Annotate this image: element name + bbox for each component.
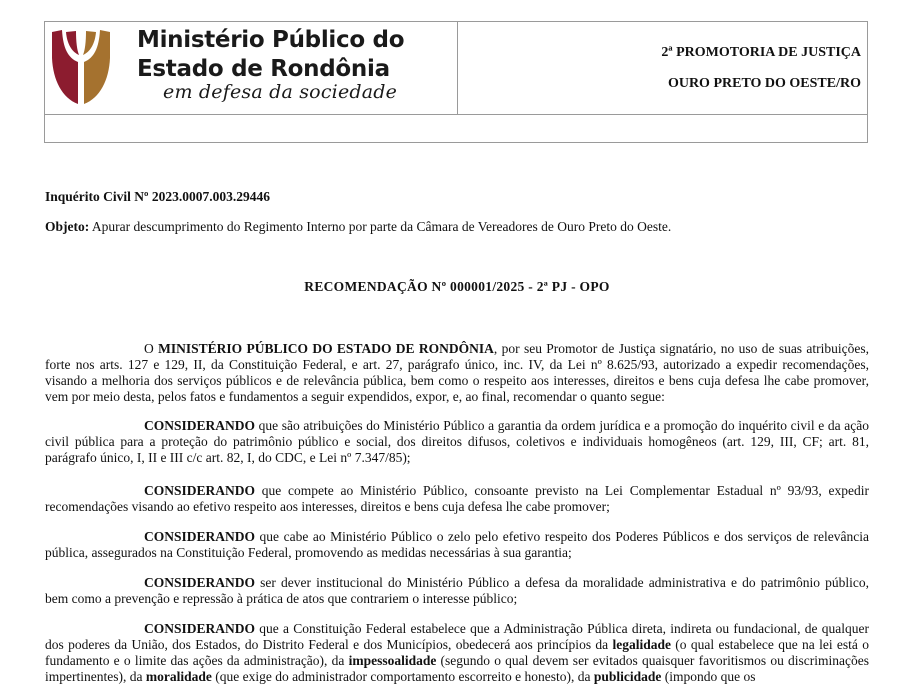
- letterhead-divider-vertical: [457, 22, 458, 114]
- considerando-text: ser dever institucional do Ministério Público a defesa da moralidade administrativa e do patrimônio público, bem como a prevenção e repressão à prática de atos que contrariem o interesse público;: [45, 575, 869, 606]
- considerando-text: que são atribuições do Ministério Público a garantia da ordem jurídica e a promoção do inquérito civil e da ação civil pública para a proteção do patrimônio público e social, dos direitos difusos, coletivos e individuais homogêneos (art. 129, III, CF; art. 81, parágrafo único, I, II e III c/c art. 82, I, do CDC, e Lei nº 7.347/85);: [45, 418, 869, 465]
- mp-ro-logo-icon: [50, 28, 112, 106]
- considerando-text: (segundo o qual devem ser evitados quaisquer favoritismos ou discriminações impertinentes), da: [45, 653, 869, 684]
- paragraph-considerando-3: [45, 529, 869, 561]
- paragraph-considerando-5: [45, 621, 869, 685]
- org-name-block: [137, 26, 404, 103]
- promotoria-name: 2ª PROMOTORIA DE JUSTIÇA: [661, 45, 861, 60]
- objeto-label: Objeto:: [45, 219, 90, 234]
- objeto-text: Apurar descumprimento do Regimento Interno por parte da Câmara de Vereadores de Ouro Preto do Oeste.: [89, 219, 672, 234]
- promotoria-city: OURO PRETO DO OESTE/RO: [667, 76, 861, 91]
- considerando-text: (o qual estabelece que na lei está o fundamento e o limite das ações da administração), da: [45, 637, 869, 668]
- principle-publicidade: publicidade: [593, 669, 662, 684]
- considerando-label: CONSIDERANDO: [144, 621, 256, 636]
- paragraph-intro: [45, 341, 869, 405]
- principle-impessoalidade: impessoalidade: [348, 653, 437, 668]
- considerando-label: CONSIDERANDO: [144, 418, 256, 433]
- inquerito-number: Inquérito Civil Nº 2023.0007.003.29446: [45, 189, 270, 204]
- paragraph-considerando-2: [45, 483, 869, 515]
- intro-lead: O: [144, 341, 159, 356]
- paragraph-considerando-4: [45, 575, 869, 607]
- org-name-line2: Estado de Rondônia: [137, 56, 390, 82]
- considerando-label: CONSIDERANDO: [144, 483, 256, 498]
- letterhead-table: [44, 21, 868, 143]
- considerando-text: que compete ao Ministério Público, consoante previsto na Lei Complementar Estadual nº 93/93, expedir recomendações visando ao efetivo respeito aos interesses, direitos e bens cuja defesa lhe cabe promover;: [45, 483, 869, 514]
- letterhead-divider-horizontal: [45, 114, 867, 115]
- objeto-line: [45, 219, 671, 235]
- paragraph-considerando-1: [45, 418, 869, 466]
- principle-moralidade: moralidade: [145, 669, 212, 684]
- considerando-text: que a Constituição Federal estabelece que a Administração Pública direta, indireta ou fundacional, de qualquer dos poderes da União, dos Estados, do Distrito Federal e dos Municípios, obedecerá aos princípios da: [45, 621, 869, 652]
- considerando-text: que cabe ao Ministério Público o zelo pelo efetivo respeito dos Poderes Públicos e dos serviços de relevância pública, assegurados na Constituição Federal, promovendo as medidas necessárias à sua garantia;: [45, 529, 869, 560]
- org-name-line1: Ministério Público do: [137, 27, 405, 53]
- considerando-label: CONSIDERANDO: [144, 529, 256, 544]
- considerando-text: (que exige do administrador comportamento escorreito e honesto), da: [211, 669, 594, 684]
- intro-text: , por seu Promotor de Justiça signatário, no uso de suas atribuições, forte nos arts. 127 e 129, II, da Constituição Federal, e art. 27, parágrafo único, inc. IV, da Lei nº 8.625/93, autorizado a expedir recomendações, visando a melhoria dos serviços públicos e de relevância pública, bem como o respeito aos interesses, direitos e bens cuja defesa lhe cabe promover, vem por meio desta, pelos fatos e fundamentos a seguir expendidos, expor, e, ao final, recomendar o quanto segue:: [45, 341, 870, 404]
- org-slogan: em defesa da sociedade: [163, 81, 398, 103]
- considerando-text: (impondo que os: [661, 669, 756, 684]
- principle-legalidade: legalidade: [612, 637, 671, 652]
- intro-bold-org: MINISTÉRIO PÚBLICO DO ESTADO DE RONDÔNIA: [158, 341, 494, 356]
- considerando-label: CONSIDERANDO: [144, 575, 256, 590]
- recommendation-title: RECOMENDAÇÃO Nº 000001/2025 - 2ª PJ - OPO: [304, 279, 610, 294]
